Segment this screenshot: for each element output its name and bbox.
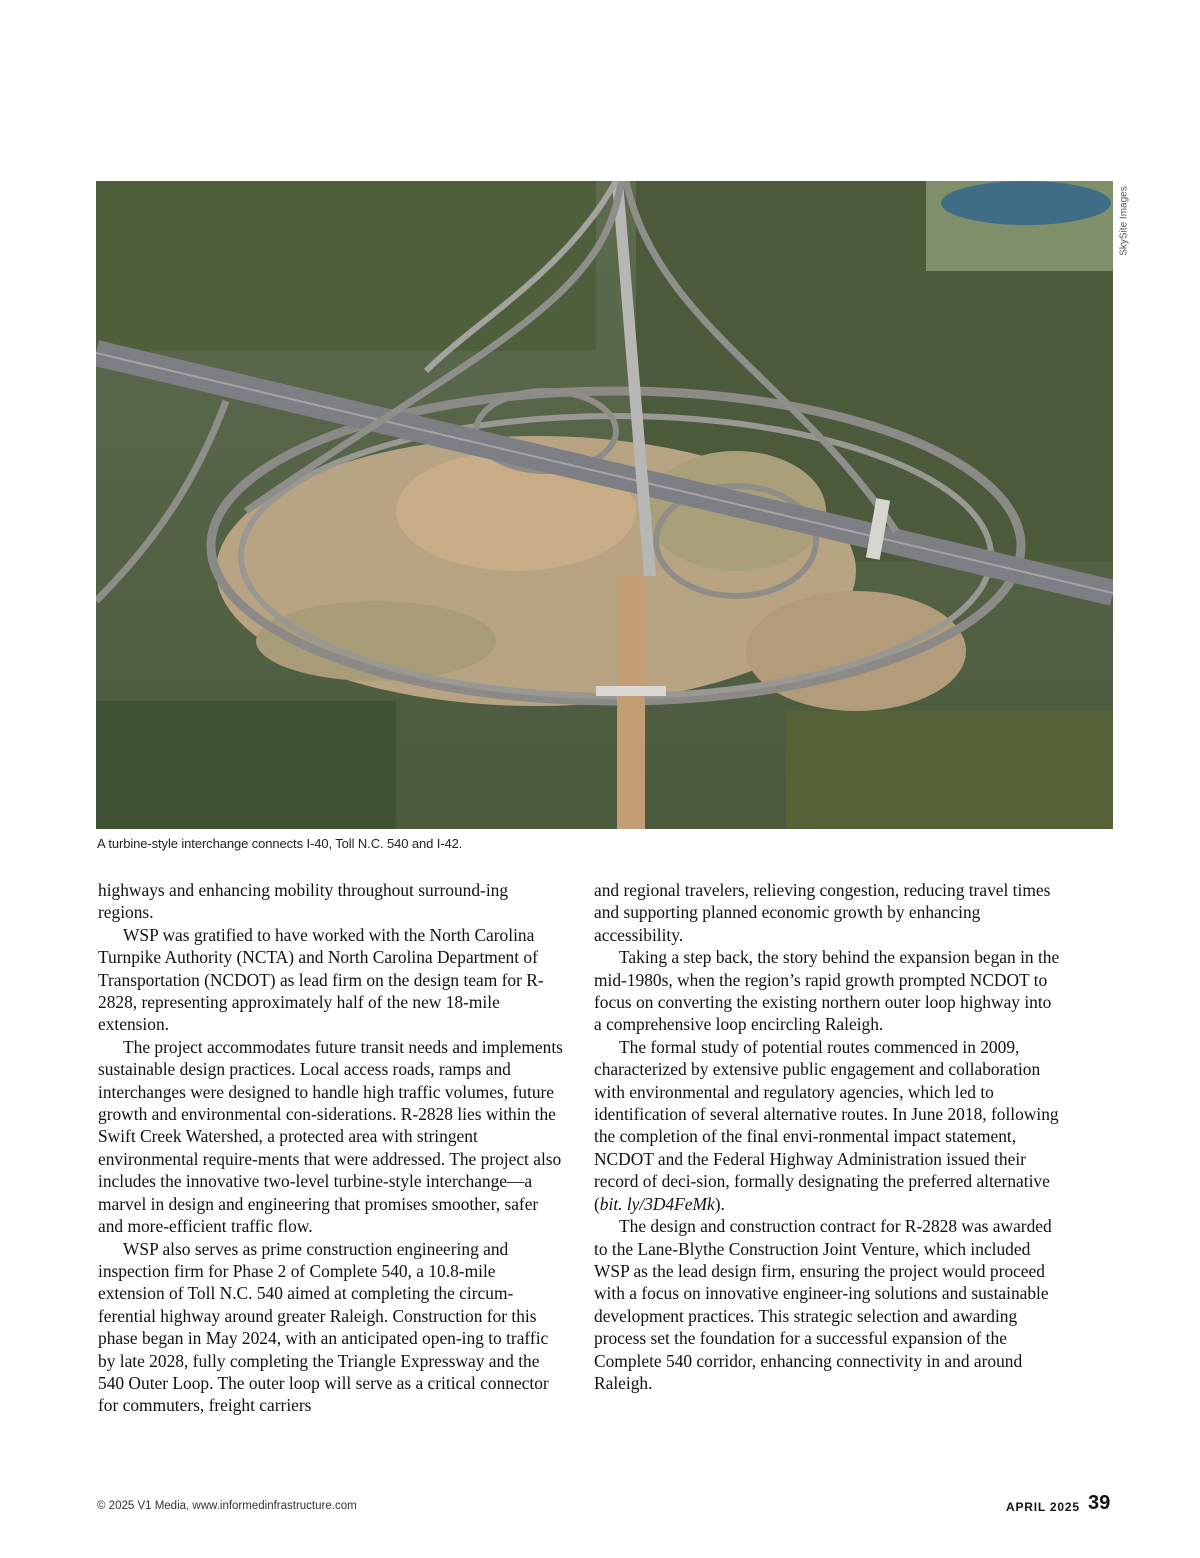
page-number: 39	[1088, 1492, 1111, 1514]
paragraph-text-end: ).	[714, 1193, 725, 1214]
footer-copyright: © 2025 V1 Media, www.informedinfrastructure.com	[97, 1500, 357, 1512]
paragraph: highways and enhancing mobility throughout surround-ing regions.	[98, 880, 509, 923]
paragraph	[594, 1036, 1062, 1215]
short-link[interactable]: bit. ly/3D4FeMk	[599, 1193, 715, 1214]
photo-caption: A turbine-style interchange connects I-40, Toll N.C. 540 and I-42.	[97, 836, 463, 851]
paragraph: Taking a step back, the story behind the expansion began in the mid-1980s, when the region’s rapid growth prompted NCDOT to focus on converting the existing northern outer loop highway into a comprehensive loop encircling Raleigh.	[594, 947, 1060, 1035]
interchange-aerial-photo	[96, 181, 1113, 829]
footer-issue-date: APRIL 2025	[1006, 1500, 1080, 1514]
paragraph: and regional travelers, relieving congestion, reducing travel times and supporting planned economic growth by enhancing accessibility.	[594, 880, 1051, 945]
article-right-column	[594, 879, 1062, 1394]
paragraph: The project accommodates future transit needs and implements sustainable design practices. Local access roads, ramps and interchanges were designed to handle high traffic volumes, future growth and environmental con-siderations. R-2828 lies within the Swift Creek Watershed, a protected area with stringent environmental require-ments that were addressed. The project also includes the innovative two-level turbine-style interchange—a marvel in design and engineering that promises smoother, safer and more-efficient traffic flow.	[98, 1036, 563, 1237]
article-left-column	[98, 879, 566, 1417]
paragraph: WSP also serves as prime construction engineering and inspection firm for Phase 2 of Complete 540, a 10.8-mile extension of Toll N.C. 540 aimed at completing the circum-ferential highway around greater Raleigh. Construction for this phase began in May 2024, with an anticipated open-ing to traffic by late 2028, fully completing the Triangle Expressway and the 540 Outer Loop. The outer loop will serve as a critical connector for commuters, freight carriers	[98, 1238, 549, 1416]
paragraph-text: The formal study of potential routes commenced in 2009, characterized by extensive public engagement and collaboration with environmental and regulatory agencies, which led to identification of several alternative routes. In June 2018, following the completion of the final envi-ronmental impact statement, NCDOT and the Federal Highway Administration issued their record of deci-sion, formally designating the preferred alternative (	[594, 1036, 1059, 1214]
paragraph: The design and construction contract for R-2828 was awarded to the Lane-Blythe Construction Joint Venture, which included WSP as the lead design firm, ensuring the project would proceed with a focus on innovative engineer-ing solutions and sustainable development practices. This strategic selection and awarding process set the foundation for a successful expansion of the Complete 540 corridor, enhancing connectivity in and around Raleigh.	[594, 1216, 1052, 1393]
photo-credit	[1117, 181, 1131, 261]
photo-credit-text: SkySite Images	[1118, 186, 1130, 256]
paragraph: WSP was gratified to have worked with the North Carolina Turnpike Authority (NCTA) and North Carolina Department of Transportation (NCDOT) as lead firm on the design team for R-2828, representing approximately half of the new 18-mile extension.	[98, 924, 544, 1035]
